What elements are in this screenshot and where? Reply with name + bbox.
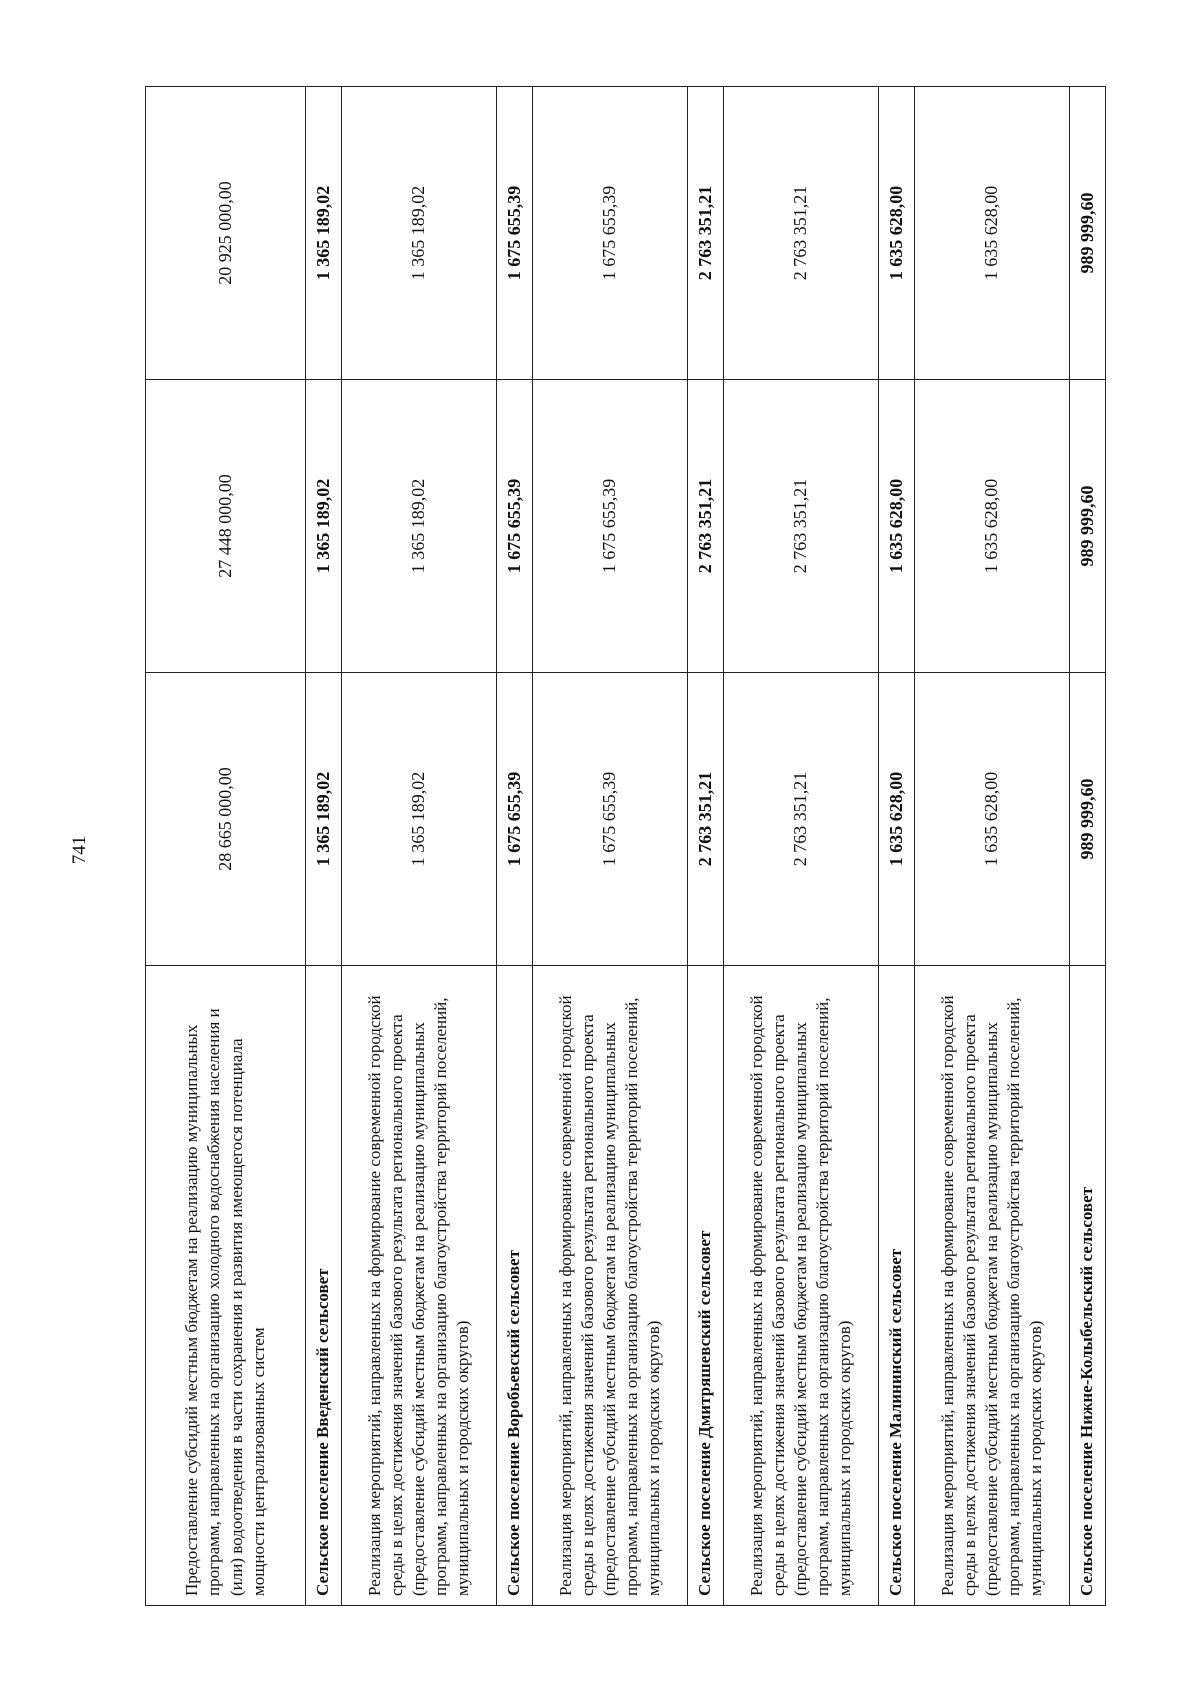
row-value-2: 27 448 000,00	[146, 380, 306, 673]
row-value-2: 2 763 351,21	[688, 380, 724, 673]
row-description: Сельское поселение Нижне-Колыбельский сельсовет	[1070, 966, 1106, 1606]
row-value-3: 1 365 189,02	[306, 87, 342, 380]
row-value-2: 1 635 628,00	[879, 380, 915, 673]
row-value-2: 1 635 628,00	[915, 380, 1070, 673]
row-description: Реализация мероприятий, направленных на формирование современной городской среды в целях достижения значений базового результата регионального проекта (предоставление субсидий местным бюджетам на реализацию муниципальных программ, направленных на организацию благоустройства территорий поселений, муниципальных и городских округов)	[915, 966, 1070, 1606]
row-value-1: 989 999,60	[1070, 673, 1106, 966]
row-value-2: 1 365 189,02	[342, 380, 497, 673]
row-value-2: 1 675 655,39	[533, 380, 688, 673]
table-row	[146, 87, 306, 1606]
row-value-1: 1 675 655,39	[533, 673, 688, 966]
table-row	[915, 87, 1070, 1606]
table-row	[724, 87, 879, 1606]
row-description: Сельское поселение Введенский сельсовет	[306, 966, 342, 1606]
row-value-3: 20 925 000,00	[146, 87, 306, 380]
row-value-2: 2 763 351,21	[724, 380, 879, 673]
row-value-3: 1 675 655,39	[533, 87, 688, 380]
row-description: Предоставление субсидий местным бюджетам на реализацию муниципальных программ, направленных на организацию холодного водоснабжения населения и (или) водоотведения в части сохранения и развития имеющегося потенциала мощности централизованных систем	[146, 966, 306, 1606]
row-value-1: 1 635 628,00	[915, 673, 1070, 966]
table-row	[342, 87, 497, 1606]
row-value-3: 1 365 189,02	[342, 87, 497, 380]
table-row-heading	[688, 87, 724, 1606]
table-row-heading	[879, 87, 915, 1606]
row-description: Реализация мероприятий, направленных на формирование современной городской среды в целях достижения значений базового результата регионального проекта (предоставление субсидий местным бюджетам на реализацию муниципальных программ, направленных на организацию благоустройства территорий поселений, муниципальных и городских округов)	[724, 966, 879, 1606]
row-value-2: 1 675 655,39	[497, 380, 533, 673]
table-row-heading	[306, 87, 342, 1606]
row-value-2: 1 365 189,02	[306, 380, 342, 673]
row-description: Реализация мероприятий, направленных на формирование современной городской среды в целях достижения значений базового результата регионального проекта (предоставление субсидий местным бюджетам на реализацию муниципальных программ, направленных на организацию благоустройства территорий поселений, муниципальных и городских округов)	[533, 966, 688, 1606]
row-value-1: 1 365 189,02	[306, 673, 342, 966]
row-value-3: 1 675 655,39	[497, 87, 533, 380]
row-value-1: 28 665 000,00	[146, 673, 306, 966]
row-description: Сельское поселение Малининский сельсовет	[879, 966, 915, 1606]
table-row-heading	[497, 87, 533, 1606]
budget-table	[145, 86, 1106, 1606]
table-row	[533, 87, 688, 1606]
row-value-1: 1 675 655,39	[497, 673, 533, 966]
rotated-table-wrapper	[145, 86, 1097, 1606]
row-value-3: 989 999,60	[1070, 87, 1106, 380]
row-value-3: 2 763 351,21	[724, 87, 879, 380]
row-description: Сельское поселение Воробьевский сельсовет	[497, 966, 533, 1606]
row-value-1: 1 635 628,00	[879, 673, 915, 966]
row-value-3: 1 635 628,00	[879, 87, 915, 380]
page-number: 741	[69, 835, 90, 865]
table-row-heading	[1070, 87, 1106, 1606]
row-description: Сельское поселение Дмитряшевский сельсовет	[688, 966, 724, 1606]
row-value-1: 2 763 351,21	[688, 673, 724, 966]
row-value-1: 1 365 189,02	[342, 673, 497, 966]
row-description: Реализация мероприятий, направленных на формирование современной городской среды в целях достижения значений базового результата регионального проекта (предоставление субсидий местным бюджетам на реализацию муниципальных программ, направленных на организацию благоустройства территорий поселений, муниципальных и городских округов)	[342, 966, 497, 1606]
row-value-1: 2 763 351,21	[724, 673, 879, 966]
row-value-3: 2 763 351,21	[688, 87, 724, 380]
row-value-3: 1 635 628,00	[915, 87, 1070, 380]
row-value-2: 989 999,60	[1070, 380, 1106, 673]
